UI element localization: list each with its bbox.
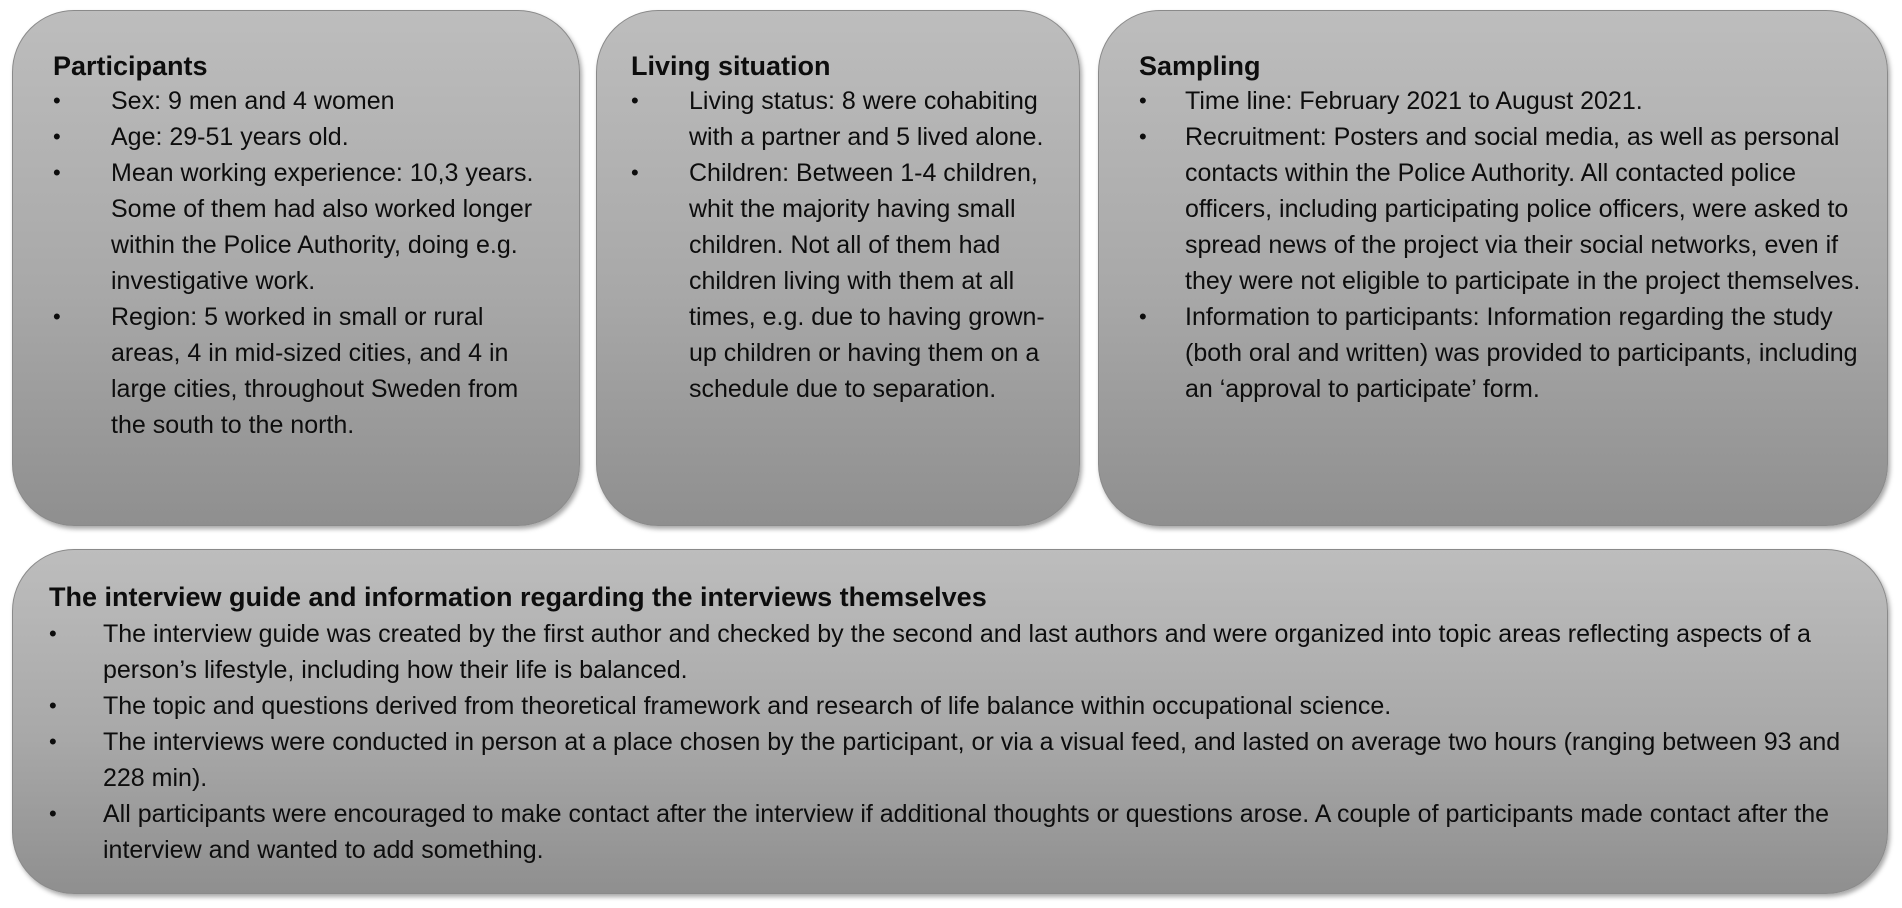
- participants-list: [53, 83, 559, 443]
- participants-title: Participants: [53, 51, 208, 81]
- interview-guide-box: [12, 549, 1888, 894]
- living-situation-list: [631, 83, 1057, 407]
- bullet-icon: •: [49, 621, 57, 646]
- bullet-icon: •: [53, 304, 61, 329]
- list-item: [49, 688, 1863, 724]
- sampling-list: [1139, 83, 1867, 407]
- list-item: [1139, 119, 1867, 299]
- bullet-icon: •: [631, 160, 639, 185]
- bullet-icon: •: [49, 801, 57, 826]
- list-item: [53, 155, 559, 299]
- bullet-icon: •: [53, 88, 61, 113]
- list-item-text: Information to participants: Information regarding the study (both oral and written) was provided to participants, including an ‘approval to participate’ form.: [1185, 303, 1858, 403]
- bullet-icon: •: [631, 88, 639, 113]
- interview-guide-title: The interview guide and information regarding the interviews themselves: [49, 582, 987, 612]
- bullet-icon: •: [49, 693, 57, 718]
- sampling-title: Sampling: [1139, 51, 1261, 81]
- list-item: [631, 83, 1057, 155]
- interview-guide-list: [49, 616, 1863, 868]
- bullet-icon: •: [53, 124, 61, 149]
- list-item: [1139, 83, 1867, 119]
- bullet-icon: •: [53, 160, 61, 185]
- list-item: [53, 299, 559, 443]
- list-item-text: Living status: 8 were cohabiting with a partner and 5 lived alone.: [689, 87, 1044, 151]
- list-item-text: Region: 5 worked in small or rural areas, 4 in mid-sized cities, and 4 in large cities, throughout Sweden from the south to the north.: [111, 303, 519, 439]
- bullet-icon: •: [1139, 304, 1147, 329]
- list-item: [53, 119, 559, 155]
- list-item: [49, 616, 1863, 688]
- list-item: [49, 796, 1863, 868]
- list-item-text: Recruitment: Posters and social media, as well as personal contacts within the Police Authority. All contacted police officers, including participating police officers, were asked to spread news of the project via their social networks, even if they were not eligible to participate in the project themselves.: [1185, 123, 1861, 295]
- list-item-text: Age: 29-51 years old.: [111, 123, 349, 151]
- sampling-box: [1098, 10, 1888, 526]
- list-item-text: The interview guide was created by the first author and checked by the second and last authors and were organized into topic areas reflecting aspects of a person’s lifestyle, including how their life is balanced.: [103, 620, 1811, 684]
- list-item-text: Mean working experience: 10,3 years. Some of them had also worked longer within the Police Authority, doing e.g. investigative work.: [111, 159, 534, 295]
- list-item-text: Children: Between 1-4 children, whit the majority having small children. Not all of them had children living with them at all times, e.g. due to having grown-up children or having them on a schedule due to separation.: [689, 159, 1045, 403]
- participants-box: [12, 10, 580, 526]
- list-item: [1139, 299, 1867, 407]
- list-item: [49, 724, 1863, 796]
- list-item-text: The interviews were conducted in person at a place chosen by the participant, or via a visual feed, and lasted on average two hours (ranging between 93 and 228 min).: [103, 728, 1841, 792]
- bullet-icon: •: [1139, 124, 1147, 149]
- list-item: [631, 155, 1057, 407]
- list-item-text: Sex: 9 men and 4 women: [111, 87, 395, 115]
- list-item-text: The topic and questions derived from theoretical framework and research of life balance within occupational science.: [103, 692, 1392, 720]
- list-item-text: Time line: February 2021 to August 2021.: [1185, 87, 1643, 115]
- bullet-icon: •: [49, 729, 57, 754]
- list-item-text: All participants were encouraged to make contact after the interview if additional thoughts or questions arose. A couple of participants made contact after the interview and wanted to add something.: [103, 800, 1830, 864]
- living-situation-title: Living situation: [631, 51, 831, 81]
- bullet-icon: •: [1139, 88, 1147, 113]
- living-situation-box: [596, 10, 1080, 526]
- list-item: [53, 83, 559, 119]
